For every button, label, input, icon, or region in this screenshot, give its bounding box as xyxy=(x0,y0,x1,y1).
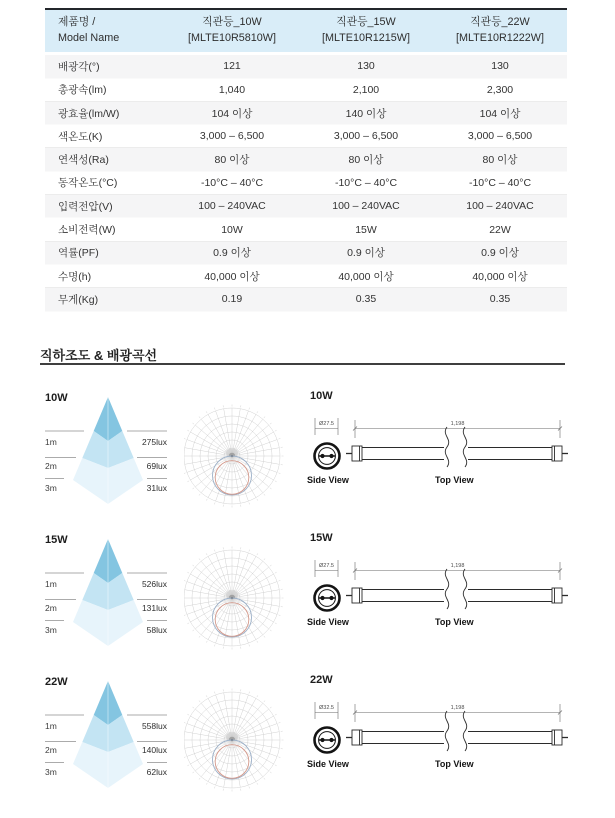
model-header-cell xyxy=(433,15,567,46)
row-value: 2,100 xyxy=(352,83,380,96)
distance-label: 2m xyxy=(45,745,57,755)
model-code: [MLTE10R5810W] xyxy=(187,31,276,44)
table-row xyxy=(45,172,567,195)
header-label-line2: Model Name xyxy=(58,31,120,44)
photometry-row xyxy=(40,530,615,672)
table-row xyxy=(45,288,567,311)
table-row xyxy=(45,102,567,125)
tube-end-side-view-icon xyxy=(315,586,340,611)
break-symbol xyxy=(463,569,466,609)
lux-value: 58lux xyxy=(146,625,167,635)
row-label: 수명(h) xyxy=(58,270,92,283)
watt-label: 15W xyxy=(45,534,68,546)
row-value: 10W xyxy=(221,223,243,236)
dimension-drawing xyxy=(305,530,615,672)
table-row xyxy=(45,195,567,218)
tube-drawing-svg xyxy=(305,553,605,643)
dimension-drawing xyxy=(305,388,615,530)
distance-label: 2m xyxy=(45,603,57,613)
tube-top-view xyxy=(346,427,568,467)
table-row xyxy=(45,125,567,148)
spec-table-body xyxy=(45,55,567,311)
lux-value: 558lux xyxy=(141,721,167,731)
row-value: 3,000 – 6,500 xyxy=(467,130,533,143)
model-header-cell xyxy=(165,15,299,46)
spec-table xyxy=(45,8,567,312)
row-value: 0.35 xyxy=(489,293,511,306)
row-value: 104 이상 xyxy=(211,107,253,120)
table-row xyxy=(45,55,567,78)
table-row xyxy=(45,265,567,288)
dimension-drawing xyxy=(305,672,615,814)
break-symbol xyxy=(445,569,448,609)
row-value: 100 – 240VAC xyxy=(332,200,400,213)
row-value: 0.19 xyxy=(221,293,243,306)
watt-label: 22W xyxy=(45,676,68,688)
row-value: 104 이상 xyxy=(479,107,521,120)
light-distribution-polar-chart xyxy=(184,400,284,510)
distance-label: 1m xyxy=(45,721,57,731)
row-value: 130 xyxy=(491,60,509,73)
side-view-label: Side View xyxy=(307,475,349,485)
distance-label: 2m xyxy=(45,461,57,471)
row-value: 0.9 이상 xyxy=(213,247,251,260)
tube-end-side-view-icon xyxy=(315,728,340,753)
lux-value: 31lux xyxy=(146,483,167,493)
row-value: 1,040 xyxy=(218,83,246,96)
row-value: 0.35 xyxy=(355,293,377,306)
lux-value: 275lux xyxy=(141,437,167,447)
table-header-row xyxy=(45,10,567,52)
row-value: 0.9 이상 xyxy=(347,247,385,260)
row-label: 무게(Kg) xyxy=(58,293,99,306)
table-row xyxy=(45,242,567,265)
model-code: [MLTE10R1222W] xyxy=(455,31,544,44)
row-value: 80 이상 xyxy=(348,154,384,167)
model-name: 직관등_15W xyxy=(336,16,396,28)
row-label: 배광각(°) xyxy=(58,60,100,73)
length-dimension: 1,198 xyxy=(450,563,465,569)
watt-label: 10W xyxy=(310,390,333,402)
table-row xyxy=(45,218,567,241)
row-value: -10°C – 40°C xyxy=(468,176,532,189)
row-value: 121 xyxy=(223,60,241,73)
table-row xyxy=(45,148,567,171)
row-label: 입력전압(V) xyxy=(58,200,113,213)
row-value: 40,000 이상 xyxy=(472,270,528,283)
diameter-dimension: Ø27.5 xyxy=(319,563,334,569)
distance-label: 3m xyxy=(45,483,57,493)
model-header-cell xyxy=(299,15,433,46)
top-view-label: Top View xyxy=(435,617,474,627)
row-value: 40,000 이상 xyxy=(204,270,260,283)
lux-value: 526lux xyxy=(141,579,167,589)
model-code: [MLTE10R1215W] xyxy=(321,31,410,44)
row-value: 15W xyxy=(355,223,377,236)
row-label: 색온도(K) xyxy=(58,130,103,143)
tube-end-side-view-icon xyxy=(315,444,340,469)
row-value: 40,000 이상 xyxy=(338,270,394,283)
diameter-dimension: Ø32.5 xyxy=(319,705,334,711)
light-distribution-polar-chart xyxy=(184,684,284,794)
distance-label: 3m xyxy=(45,767,57,777)
row-label: 연색성(Ra) xyxy=(58,154,109,167)
lux-value: 131lux xyxy=(141,603,167,613)
break-symbol xyxy=(463,427,466,467)
row-value: 130 xyxy=(357,60,375,73)
tube-drawing-svg xyxy=(305,695,605,785)
row-value: 3,000 – 6,500 xyxy=(333,130,399,143)
section-title-rule xyxy=(40,363,565,365)
lux-value: 140lux xyxy=(141,745,167,755)
side-view-label: Side View xyxy=(307,617,349,627)
table-header-label-cell xyxy=(45,15,165,46)
watt-label: 15W xyxy=(310,532,333,544)
row-value: -10°C – 40°C xyxy=(200,176,264,189)
lux-value: 69lux xyxy=(146,461,167,471)
row-value: 140 이상 xyxy=(345,107,387,120)
row-value: 22W xyxy=(489,223,511,236)
tube-drawing-svg xyxy=(305,411,605,501)
light-distribution-polar-chart xyxy=(184,542,284,652)
watt-label: 10W xyxy=(45,392,68,404)
model-name: 직관등_10W xyxy=(202,16,262,28)
diameter-dimension: Ø27.5 xyxy=(319,421,334,427)
break-symbol xyxy=(445,711,448,751)
table-row xyxy=(45,79,567,102)
length-dimension: 1,198 xyxy=(450,421,465,427)
top-view-label: Top View xyxy=(435,475,474,485)
row-label: 소비전력(W) xyxy=(58,224,116,236)
row-label: 동작온도(°C) xyxy=(58,177,118,190)
row-value: 100 – 240VAC xyxy=(198,200,266,213)
photometry-row xyxy=(40,672,615,814)
distance-label: 1m xyxy=(45,579,57,589)
row-value: 80 이상 xyxy=(482,154,518,167)
row-label: 역률(PF) xyxy=(58,247,99,260)
tube-top-view xyxy=(346,569,568,609)
watt-label: 22W xyxy=(310,674,333,686)
row-value: 100 – 240VAC xyxy=(466,200,534,213)
row-value: 80 이상 xyxy=(214,154,250,167)
row-value: 3,000 – 6,500 xyxy=(199,130,265,143)
row-label: 광효율(lm/W) xyxy=(58,107,120,120)
photometry-section xyxy=(40,388,615,814)
break-symbol xyxy=(445,427,448,467)
section-title: 직하조도 & 배광곡선 xyxy=(40,348,158,363)
tube-top-view xyxy=(346,711,568,751)
row-value: 0.9 이상 xyxy=(481,247,519,260)
side-view-label: Side View xyxy=(307,759,349,769)
row-value: -10°C – 40°C xyxy=(334,176,398,189)
model-name: 직관등_22W xyxy=(470,16,530,28)
length-dimension: 1,198 xyxy=(450,705,465,711)
photometry-row xyxy=(40,388,615,530)
header-label-line1: 제품명 / xyxy=(58,16,96,28)
row-value: 2,300 xyxy=(486,83,514,96)
top-view-label: Top View xyxy=(435,759,474,769)
row-label: 총광속(lm) xyxy=(58,84,107,97)
distance-label: 1m xyxy=(45,437,57,447)
lux-value: 62lux xyxy=(146,767,167,777)
distance-label: 3m xyxy=(45,625,57,635)
break-symbol xyxy=(463,711,466,751)
